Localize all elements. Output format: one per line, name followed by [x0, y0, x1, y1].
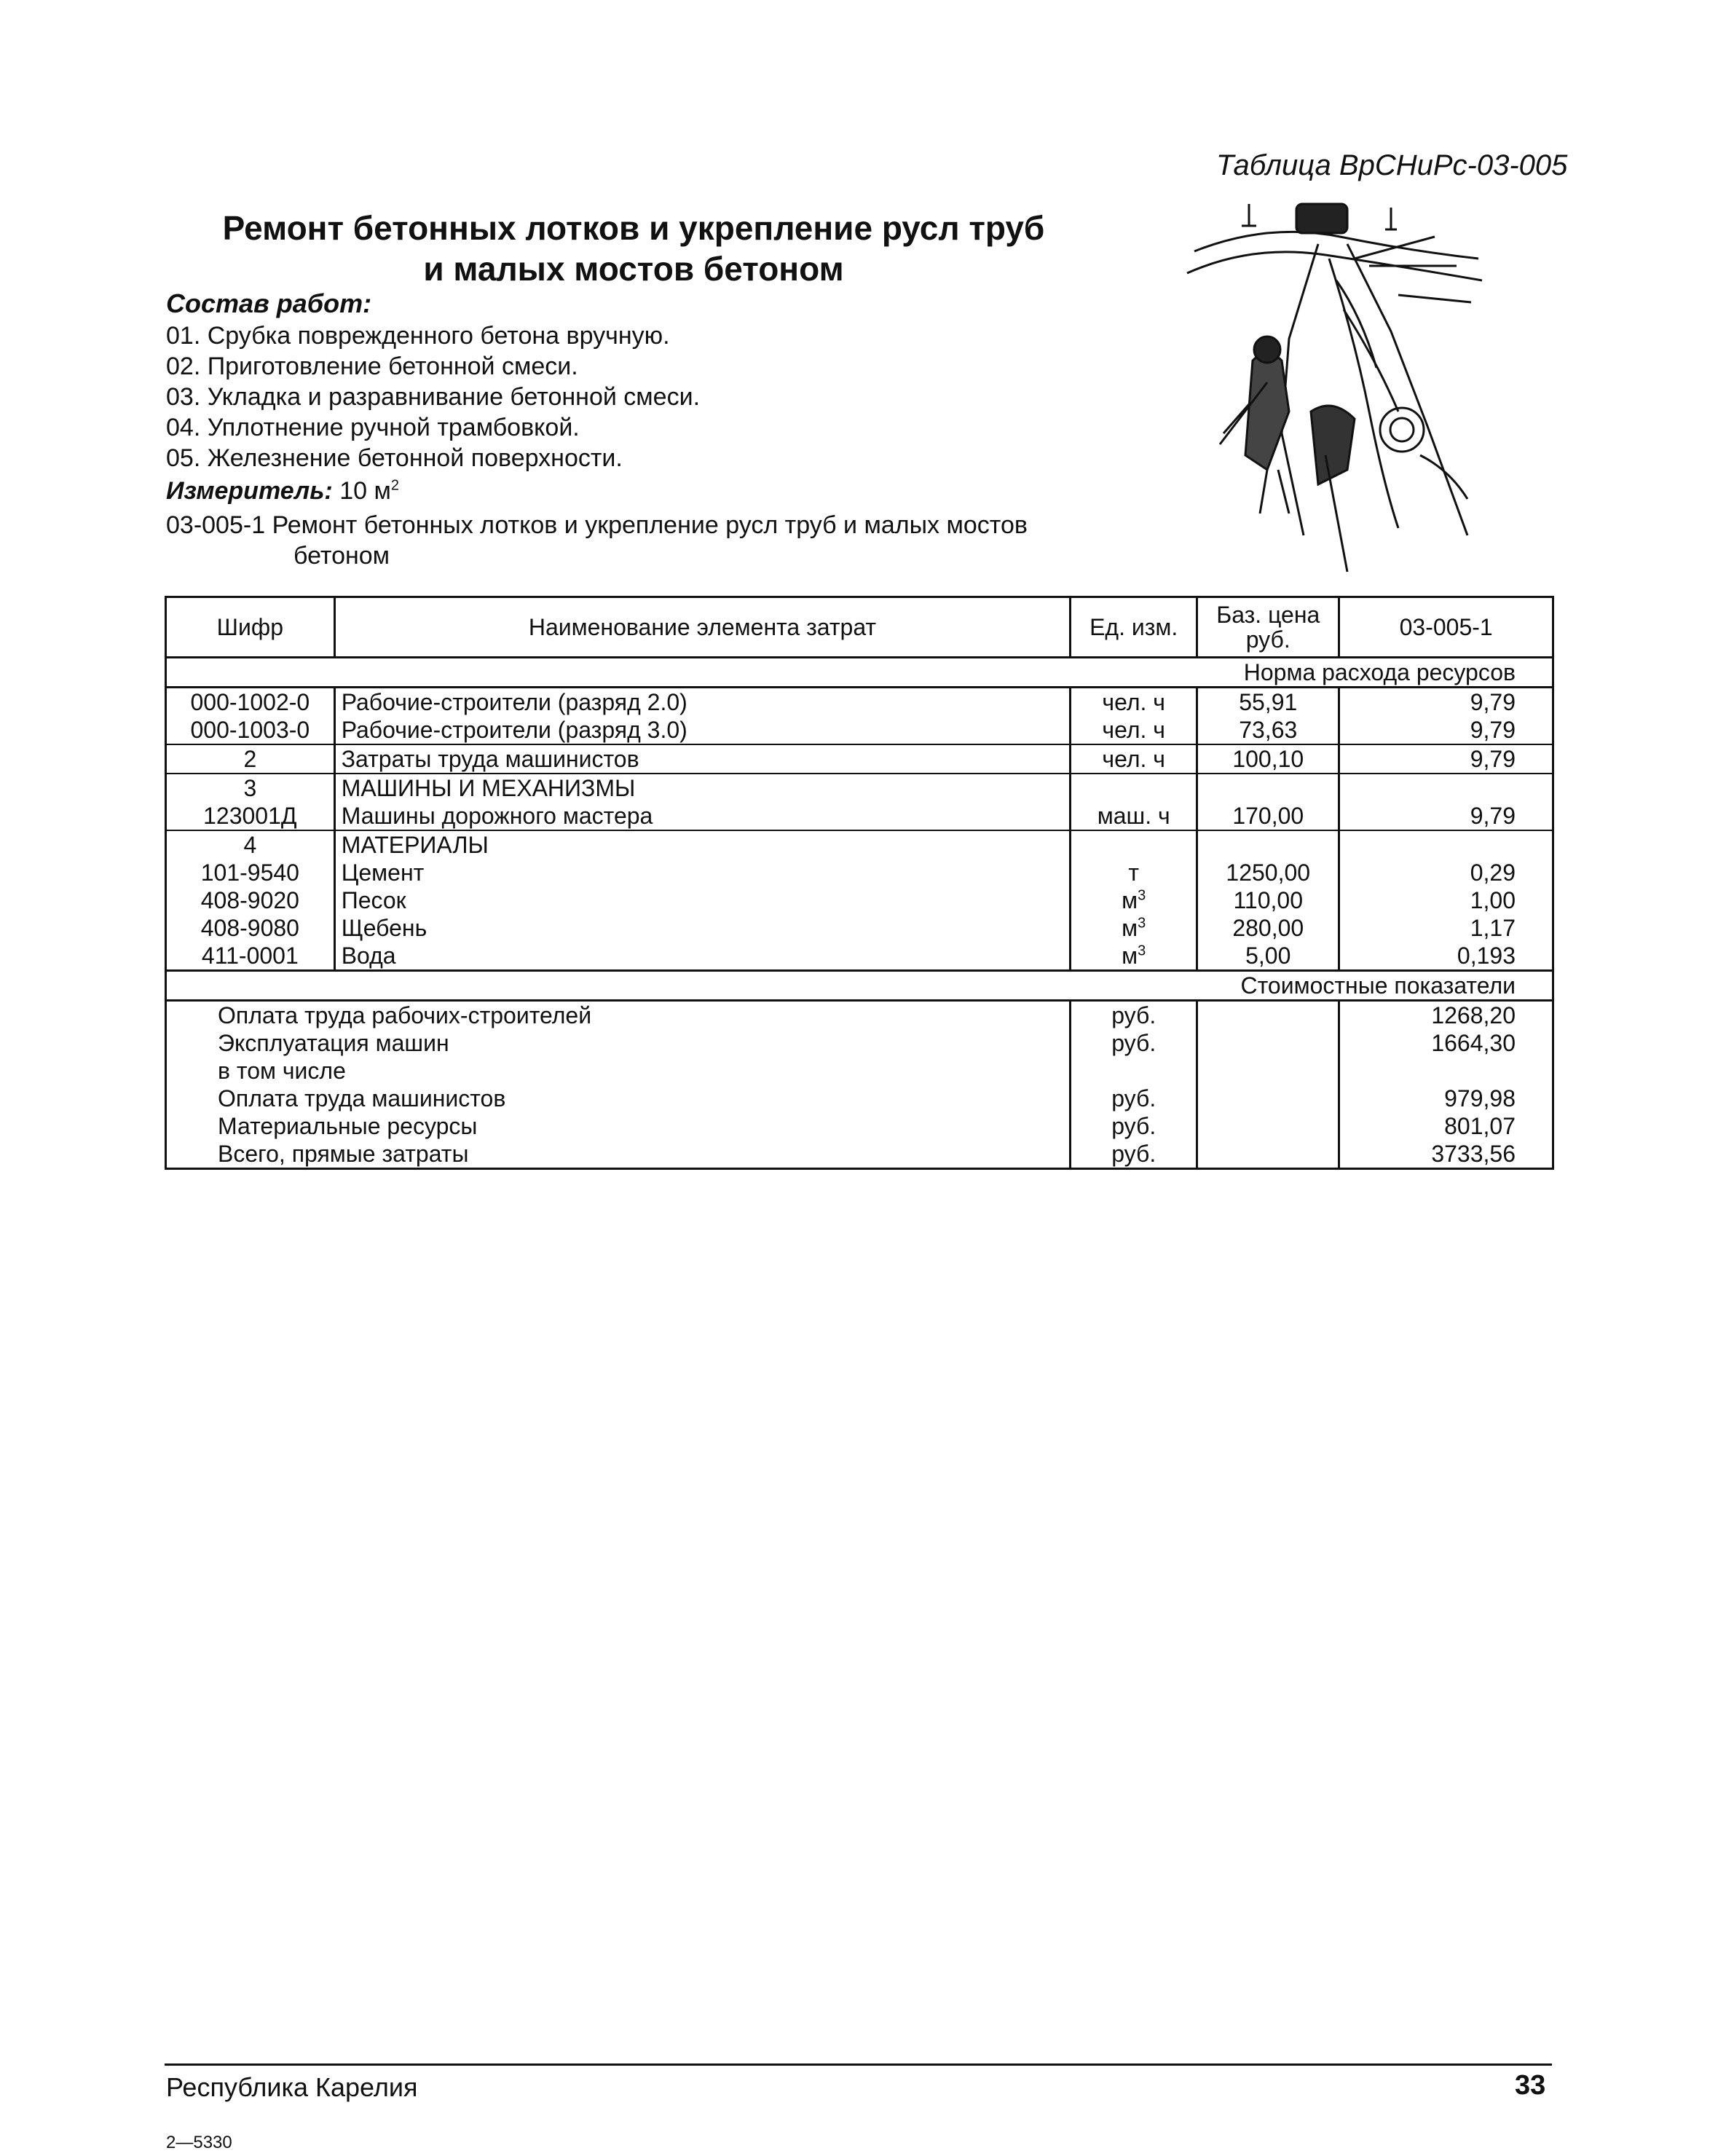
table-cell: Рабочие-строители (разряд 3.0) — [334, 716, 1071, 744]
cost-row — [166, 1085, 1553, 1112]
cost-row — [166, 1001, 1553, 1030]
table-cell — [1339, 1057, 1553, 1085]
table-cell: 411-0001 — [166, 942, 335, 971]
norm-text-2: бетоном — [293, 542, 390, 570]
table-cell — [1197, 830, 1339, 859]
section-row — [166, 658, 1553, 688]
table-header-row — [166, 597, 1553, 658]
norm-code: 03-005-1 — [166, 511, 266, 539]
table-cell: Оплата труда рабочих-строителей — [166, 1001, 1071, 1030]
table-cell: 55,91 — [1197, 688, 1339, 717]
table-cell: Рабочие-строители (разряд 2.0) — [334, 688, 1071, 717]
table-cell — [1071, 830, 1197, 859]
table-cell — [1339, 830, 1553, 859]
table-cell — [1197, 1140, 1339, 1169]
work-item: 04. Уплотнение ручной трамбовкой. — [166, 414, 580, 441]
table-cell: 9,79 — [1339, 744, 1553, 774]
table-cell — [1197, 1112, 1339, 1140]
table-cell: 1664,30 — [1339, 1029, 1553, 1057]
table-cell: руб. — [1071, 1112, 1197, 1140]
table-cell: 0,193 — [1339, 942, 1553, 971]
meter-value: 10 м — [339, 477, 391, 505]
table-cell: 123001Д — [166, 802, 335, 830]
table-cell: Эксплуатация машин — [166, 1029, 1071, 1057]
table-cell: МАТЕРИАЛЫ — [334, 830, 1071, 859]
cost-row — [166, 1140, 1553, 1169]
table-cell: 4 — [166, 830, 335, 859]
table-cell: 101-9540 — [166, 859, 335, 886]
table-row — [166, 688, 1553, 717]
header-price: Баз. цена руб. — [1197, 597, 1339, 658]
table-cell — [1071, 774, 1197, 802]
meter-sup: 2 — [390, 477, 399, 494]
table-cell: руб. — [1071, 1029, 1197, 1057]
table-cell: 5,00 — [1197, 942, 1339, 971]
table-cell: руб. — [1071, 1085, 1197, 1112]
table-designation: Таблица ВрСНиРс-03-005 — [1216, 149, 1568, 181]
header-name: Наименование элемента затрат — [334, 597, 1071, 658]
section-resources: Норма расхода ресурсов — [166, 658, 1553, 688]
table-cell: 1268,20 — [1339, 1001, 1553, 1030]
table-cell: 9,79 — [1339, 716, 1553, 744]
table-row — [166, 716, 1553, 744]
table-cell: маш. ч — [1071, 802, 1197, 830]
table-cell: чел. ч — [1071, 716, 1197, 744]
workers-illustration — [1180, 193, 1486, 579]
table-cell: 73,63 — [1197, 716, 1339, 744]
table-cell: руб. — [1071, 1001, 1197, 1030]
header-unit: Ед. изм. — [1071, 597, 1197, 658]
print-code: 2—5330 — [166, 2133, 232, 2152]
table-cell — [1197, 1057, 1339, 1085]
page-title — [160, 208, 1107, 289]
table-cell: 9,79 — [1339, 802, 1553, 830]
title-line-2: и малых мостов бетоном — [423, 250, 844, 288]
table-cell: 1,17 — [1339, 914, 1553, 942]
table-cell: Цемент — [334, 859, 1071, 886]
table-cell: Песок — [334, 886, 1071, 914]
table-row — [166, 830, 1553, 859]
table-cell: 801,07 — [1339, 1112, 1553, 1140]
section-row — [166, 971, 1553, 1001]
cost-row — [166, 1029, 1553, 1057]
table-row — [166, 886, 1553, 914]
meter-label: Измеритель: — [166, 477, 333, 505]
table-cell: в том числе — [166, 1057, 1071, 1085]
table-cell: 0,29 — [1339, 859, 1553, 886]
table-row — [166, 744, 1553, 774]
table-cell: Щебень — [334, 914, 1071, 942]
work-item: 01. Срубка поврежденного бетона вручную. — [166, 322, 670, 350]
table-cell: т — [1071, 859, 1197, 886]
table-cell: МАШИНЫ И МЕХАНИЗМЫ — [334, 774, 1071, 802]
table-cell: 1250,00 — [1197, 859, 1339, 886]
section-costs: Стоимостные показатели — [166, 971, 1553, 1001]
work-item: 05. Железнение бетонной поверхности. — [166, 444, 623, 472]
footer-region: Республика Карелия — [166, 2072, 418, 2102]
footer-divider — [165, 2063, 1552, 2066]
table-cell: 2 — [166, 744, 335, 774]
table-cell: $м^3$ — [1071, 914, 1197, 942]
table-cell — [1197, 1029, 1339, 1057]
table-cell: 1,00 — [1339, 886, 1553, 914]
header-norm: 03-005-1 — [1339, 597, 1553, 658]
table-cell: $м^3$ — [1071, 886, 1197, 914]
table-row — [166, 859, 1553, 886]
table-cell: 170,00 — [1197, 802, 1339, 830]
table-cell: руб. — [1071, 1140, 1197, 1169]
work-item: 03. Укладка и разравнивание бетонной смеси. — [166, 383, 701, 411]
table-cell: 408-9020 — [166, 886, 335, 914]
header-code: Шифр — [166, 597, 335, 658]
table-cell: чел. ч — [1071, 744, 1197, 774]
meter — [166, 477, 399, 505]
table-cell: Всего, прямые затраты — [166, 1140, 1071, 1169]
table-cell: $м^3$ — [1071, 942, 1197, 971]
table-cell: Вода — [334, 942, 1071, 971]
table-cell: Материальные ресурсы — [166, 1112, 1071, 1140]
composition-label: Состав работ: — [166, 288, 372, 318]
table-cell: чел. ч — [1071, 688, 1197, 717]
table-cell: Оплата труда машинистов — [166, 1085, 1071, 1112]
title-line-1: Ремонт бетонных лотков и укрепление русл труб — [222, 209, 1045, 247]
table-cell: 110,00 — [1197, 886, 1339, 914]
norm-description — [166, 510, 1028, 571]
table-cell — [1197, 774, 1339, 802]
page-number: 33 — [1515, 2070, 1546, 2101]
work-item: 02. Приготовление бетонной смеси. — [166, 353, 578, 380]
table-cell — [1339, 774, 1553, 802]
table-cell: 979,98 — [1339, 1085, 1553, 1112]
cost-row — [166, 1112, 1553, 1140]
table-cell: Затраты труда машинистов — [334, 744, 1071, 774]
table-row — [166, 914, 1553, 942]
table-row — [166, 942, 1553, 971]
norm-text-1: Ремонт бетонных лотков и укрепление русл труб и малых мостов — [272, 511, 1028, 539]
table-cell: Машины дорожного мастера — [334, 802, 1071, 830]
table-row — [166, 774, 1553, 802]
table-cell: 100,10 — [1197, 744, 1339, 774]
table-cell: 3 — [166, 774, 335, 802]
cost-row — [166, 1057, 1553, 1085]
work-list — [166, 320, 700, 473]
resource-table — [165, 596, 1554, 1170]
table-cell: 280,00 — [1197, 914, 1339, 942]
table-row — [166, 802, 1553, 830]
table-cell — [1197, 1085, 1339, 1112]
table-cell — [1071, 1057, 1197, 1085]
table-cell: 408-9080 — [166, 914, 335, 942]
table-cell — [1197, 1001, 1339, 1030]
table-cell: 3733,56 — [1339, 1140, 1553, 1169]
table-cell: 000-1002-0 — [166, 688, 335, 717]
table-cell: 9,79 — [1339, 688, 1553, 717]
table-cell: 000-1003-0 — [166, 716, 335, 744]
